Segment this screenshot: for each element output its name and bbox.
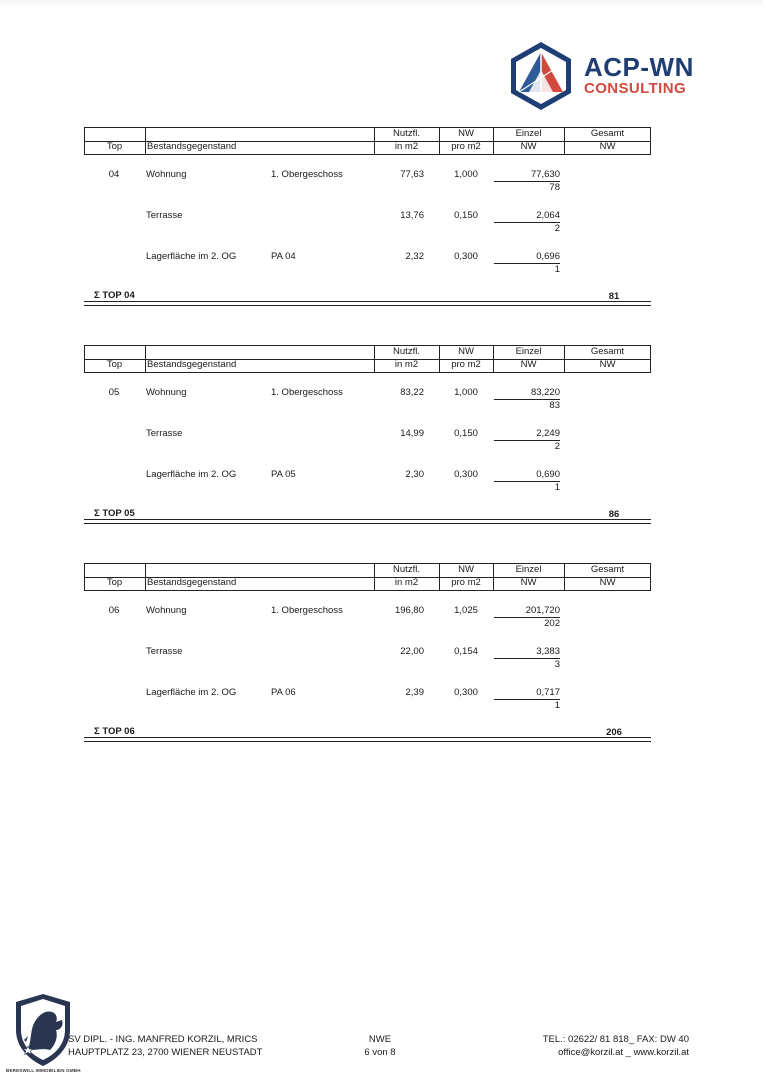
row-einzel-rounded: 78	[549, 182, 560, 193]
section-sum-value: 206	[606, 727, 622, 738]
row-einzel-nw: 83,220	[494, 387, 560, 400]
row-einzel-rounded: 1	[554, 482, 560, 493]
row-area: 2,39	[405, 687, 424, 698]
col-header-nw-unit: pro m2	[451, 359, 481, 370]
footer-author: SV DIPL. - ING. MANFRED KORZIL, MRICS	[68, 1034, 258, 1045]
top-number: 06	[108, 605, 120, 616]
row-item: Lagerfläche im 2. OG	[146, 469, 237, 480]
col-header-gesamt: Gesamt	[590, 128, 625, 139]
row-factor: 0,150	[454, 428, 478, 439]
sum-double-rule	[84, 519, 651, 524]
row-detail: PA 05	[271, 469, 296, 480]
row-detail: PA 06	[271, 687, 296, 698]
col-header-top: Top	[106, 141, 123, 152]
row-einzel-nw: 2,249	[494, 428, 560, 441]
row-item: Terrasse	[146, 428, 183, 439]
row-factor: 0,300	[454, 251, 478, 262]
row-item: Wohnung	[146, 169, 187, 180]
row-einzel-rounded: 202	[544, 618, 560, 629]
row-item: Wohnung	[146, 387, 187, 398]
row-einzel-nw: 0,717	[494, 687, 560, 700]
top-number: 04	[108, 169, 120, 180]
col-header-top: Top	[106, 577, 123, 588]
nutzwert-section	[84, 127, 651, 309]
row-einzel-nw: 77,630	[494, 169, 560, 182]
col-header-einzel-unit: NW	[520, 141, 537, 152]
row-einzel-nw: 0,690	[494, 469, 560, 482]
row-factor: 1,000	[454, 169, 478, 180]
company-logo	[505, 40, 705, 112]
footer-page-number: 6 von 8	[364, 1047, 396, 1058]
footer-contact: office@korzil.at _ www.korzil.at	[558, 1047, 689, 1058]
row-area: 14,99	[400, 428, 424, 439]
col-header-nutzfl-unit: in m2	[394, 359, 419, 370]
row-factor: 1,025	[454, 605, 478, 616]
logo-title: ACP-WN	[584, 52, 694, 82]
row-item: Wohnung	[146, 605, 187, 616]
row-factor: 0,154	[454, 646, 478, 657]
logo-subtitle: CONSULTING	[584, 80, 687, 97]
col-header-nw-unit: pro m2	[451, 577, 481, 588]
sum-double-rule	[84, 301, 651, 306]
row-einzel-rounded: 1	[554, 264, 560, 275]
col-header-bestand: Bestandsgegenstand	[147, 141, 237, 152]
col-header-nutzfl: Nutzfl.	[393, 346, 420, 357]
col-header-gesamt-unit: NW	[599, 141, 616, 152]
row-area: 2,30	[405, 469, 424, 480]
row-einzel-nw: 201,720	[494, 605, 560, 618]
col-header-einzel: Einzel	[515, 346, 542, 357]
col-header-nw: NW	[458, 564, 474, 575]
footer-logo-caption: BERESWILL IMMOBILIEN GMBH	[6, 1068, 81, 1073]
row-factor: 0,300	[454, 469, 478, 480]
col-header-nw-unit: pro m2	[451, 141, 481, 152]
section-sum-label: Σ TOP 05	[94, 508, 135, 519]
row-area: 83,22	[400, 387, 424, 398]
col-header-einzel: Einzel	[515, 128, 542, 139]
col-header-einzel: Einzel	[515, 564, 542, 575]
row-einzel-rounded: 83	[549, 400, 560, 411]
row-item: Lagerfläche im 2. OG	[146, 687, 237, 698]
row-detail: 1. Obergeschoss	[271, 387, 343, 398]
row-factor: 0,150	[454, 210, 478, 221]
row-item: Terrasse	[146, 646, 183, 657]
acp-triangle-hexagon-icon	[505, 40, 577, 112]
row-einzel-rounded: 2	[554, 441, 560, 452]
footer-phone-fax: TEL.: 02622/ 81 818_ FAX: DW 40	[542, 1034, 689, 1045]
section-sum-value: 81	[608, 291, 620, 302]
col-header-top: Top	[106, 359, 123, 370]
row-detail: 1. Obergeschoss	[271, 169, 343, 180]
row-einzel-nw: 0,696	[494, 251, 560, 264]
row-area: 22,00	[400, 646, 424, 657]
nutzwert-section	[84, 563, 651, 745]
row-detail: 1. Obergeschoss	[271, 605, 343, 616]
row-area: 2,32	[405, 251, 424, 262]
footer-address: HAUPTPLATZ 23, 2700 WIENER NEUSTADT	[68, 1047, 263, 1058]
scan-top-edge	[0, 0, 763, 8]
col-header-gesamt: Gesamt	[590, 346, 625, 357]
row-factor: 0,300	[454, 687, 478, 698]
col-header-nw: NW	[458, 128, 474, 139]
section-sum-label: Σ TOP 04	[94, 290, 135, 301]
col-header-bestand: Bestandsgegenstand	[147, 359, 237, 370]
footer-doc-code: NWE	[368, 1034, 392, 1045]
col-header-nutzfl: Nutzfl.	[393, 564, 420, 575]
row-area: 13,76	[400, 210, 424, 221]
top-number: 05	[108, 387, 120, 398]
row-area: 196,80	[394, 605, 424, 616]
nutzwert-section	[84, 345, 651, 527]
sum-double-rule	[84, 737, 651, 742]
col-header-nutzfl-unit: in m2	[394, 577, 419, 588]
row-einzel-nw: 3,383	[494, 646, 560, 659]
horse-shield-icon	[6, 990, 80, 1070]
col-header-einzel-unit: NW	[520, 577, 537, 588]
row-item: Lagerfläche im 2. OG	[146, 251, 237, 262]
section-sum-value: 86	[608, 509, 620, 520]
row-einzel-rounded: 3	[554, 659, 560, 670]
row-item: Terrasse	[146, 210, 183, 221]
col-header-gesamt-unit: NW	[599, 359, 616, 370]
col-header-gesamt: Gesamt	[590, 564, 625, 575]
row-einzel-nw: 2,064	[494, 210, 560, 223]
col-header-bestand: Bestandsgegenstand	[147, 577, 237, 588]
row-detail: PA 04	[271, 251, 296, 262]
row-area: 77,63	[400, 169, 424, 180]
row-einzel-rounded: 2	[554, 223, 560, 234]
row-factor: 1,000	[454, 387, 478, 398]
col-header-einzel-unit: NW	[520, 359, 537, 370]
col-header-nutzfl: Nutzfl.	[393, 128, 420, 139]
col-header-gesamt-unit: NW	[599, 577, 616, 588]
row-einzel-rounded: 1	[554, 700, 560, 711]
col-header-nutzfl-unit: in m2	[394, 141, 419, 152]
section-sum-label: Σ TOP 06	[94, 726, 135, 737]
col-header-nw: NW	[458, 346, 474, 357]
